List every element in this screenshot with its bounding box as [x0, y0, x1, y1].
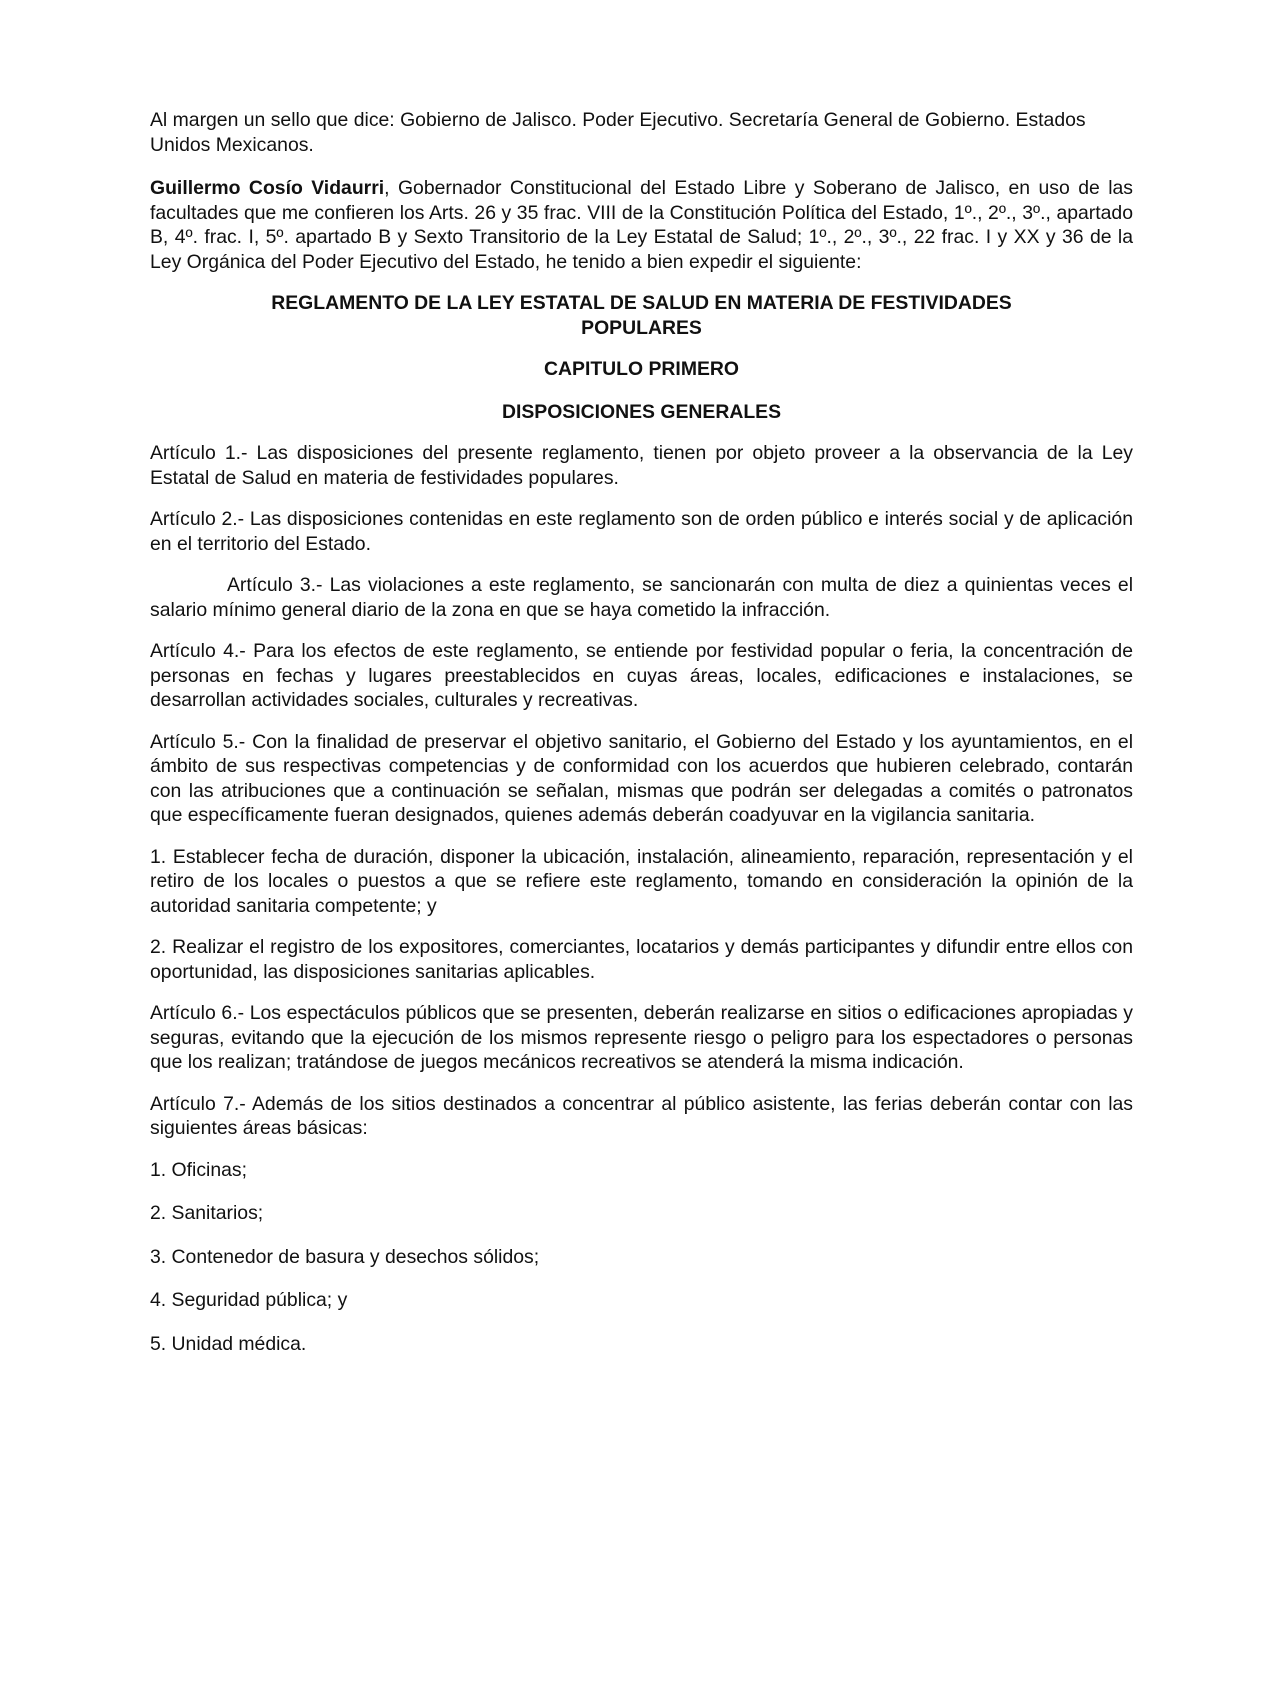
chapter-name: DISPOSICIONES GENERALES — [501, 400, 782, 423]
preamble-text: , Gobernador Constitucional del Estado Libre y Soberano de Jalisco, en uso de las facultades que me confieren los Arts. 26 y 35 frac. VIII de la Constitución Política del Estado, 1º., 2º., 3º., apartado B, 4º. frac. I, 5º. apartado B y Sexto Transitorio de la Ley Estatal de Salud; 1º., 2º., 3º., 22 frac. I y XX y 36 de la Ley Orgánica del Poder Ejecutivo del Estado, he tenido a bien expedir el siguiente: — [150, 177, 1133, 273]
article-1: Artículo 1.- Las disposiciones del presente reglamento, tienen por objeto proveer a la observancia de la Ley Estatal de Salud en materia de festividades populares. — [150, 442, 1133, 489]
article-5: Artículo 5.- Con la finalidad de preservar el objetivo sanitario, el Gobierno del Estado y los ayuntamientos, en el ámbito de sus respectivas competencias y de conformidad con los acuerdos que hubieren celebrado, contarán con las atribuciones que a continuación se señalan, mismas que podrán ser delegadas a comités o patronatos que específicamente fueran designados, quienes además deberán coadyuvar en la vigilancia sanitaria. — [150, 730, 1133, 826]
document-title: REGLAMENTO DE LA LEY ESTATAL DE SALUD EN MATERIA DE FESTIVIDADES POPULARES — [271, 292, 1012, 339]
article-7: Artículo 7.- Además de los sitios destinados a concentrar al público asistente, las ferias deberán contar con las siguientes áreas básicas: — [150, 1092, 1133, 1139]
article-3: Artículo 3.- Las violaciones a este reglamento, se sancionarán con multa de diez a quinientas veces el salario mínimo general diario de la zona en que se haya cometido la infracción. — [150, 574, 1133, 621]
chapter-heading: CAPITULO PRIMERO — [544, 358, 739, 380]
article-7-item-1: 1. Oficinas; — [150, 1158, 247, 1181]
article-7-item-3: 3. Contenedor de basura y desechos sólidos; — [150, 1245, 540, 1268]
article-7-item-2: 2. Sanitarios; — [150, 1202, 264, 1224]
preamble-author: Guillermo Cosío Vidaurri — [150, 177, 385, 199]
article-7-item-5: 5. Unidad médica. — [150, 1332, 307, 1355]
article-2: Artículo 2.- Las disposiciones contenidas en este reglamento son de orden público e interés social y de aplicación en el territorio del Estado. — [150, 508, 1133, 555]
margin-note: Al margen un sello que dice: Gobierno de Jalisco. Poder Ejecutivo. Secretaría General de Gobierno. Estados Unidos Mexicanos. — [150, 109, 1086, 156]
article-5-item-2: 2. Realizar el registro de los expositores, comerciantes, locatarios y demás participantes y difundir entre ellos con oportunidad, las disposiciones sanitarias aplicables. — [150, 936, 1133, 983]
preamble — [150, 176, 1133, 274]
document-page — [150, 108, 1133, 1375]
article-5-item-1: 1. Establecer fecha de duración, disponer la ubicación, instalación, alineamiento, reparación, representación y el retiro de los locales o puestos a que se refiere este reglamento, tomando en consideración la opinión de la autoridad sanitaria competente; y — [150, 845, 1133, 917]
article-7-item-4: 4. Seguridad pública; y — [150, 1289, 348, 1311]
article-4: Artículo 4.- Para los efectos de este reglamento, se entiende por festividad popular o feria, la concentración de personas en fechas y lugares preestablecidos en cuyas áreas, locales, edificaciones e instalaciones, se desarrollan actividades sociales, culturales y recreativas. — [150, 640, 1133, 711]
article-6: Artículo 6.- Los espectáculos públicos que se presenten, deberán realizarse en sitios o edificaciones apropiadas y seguras, evitando que la ejecución de los mismos represente riesgo o peligro para los espectadores o personas que los realizan; tratándose de juegos mecánicos recreativos se atenderá la misma indicación. — [150, 1002, 1133, 1073]
